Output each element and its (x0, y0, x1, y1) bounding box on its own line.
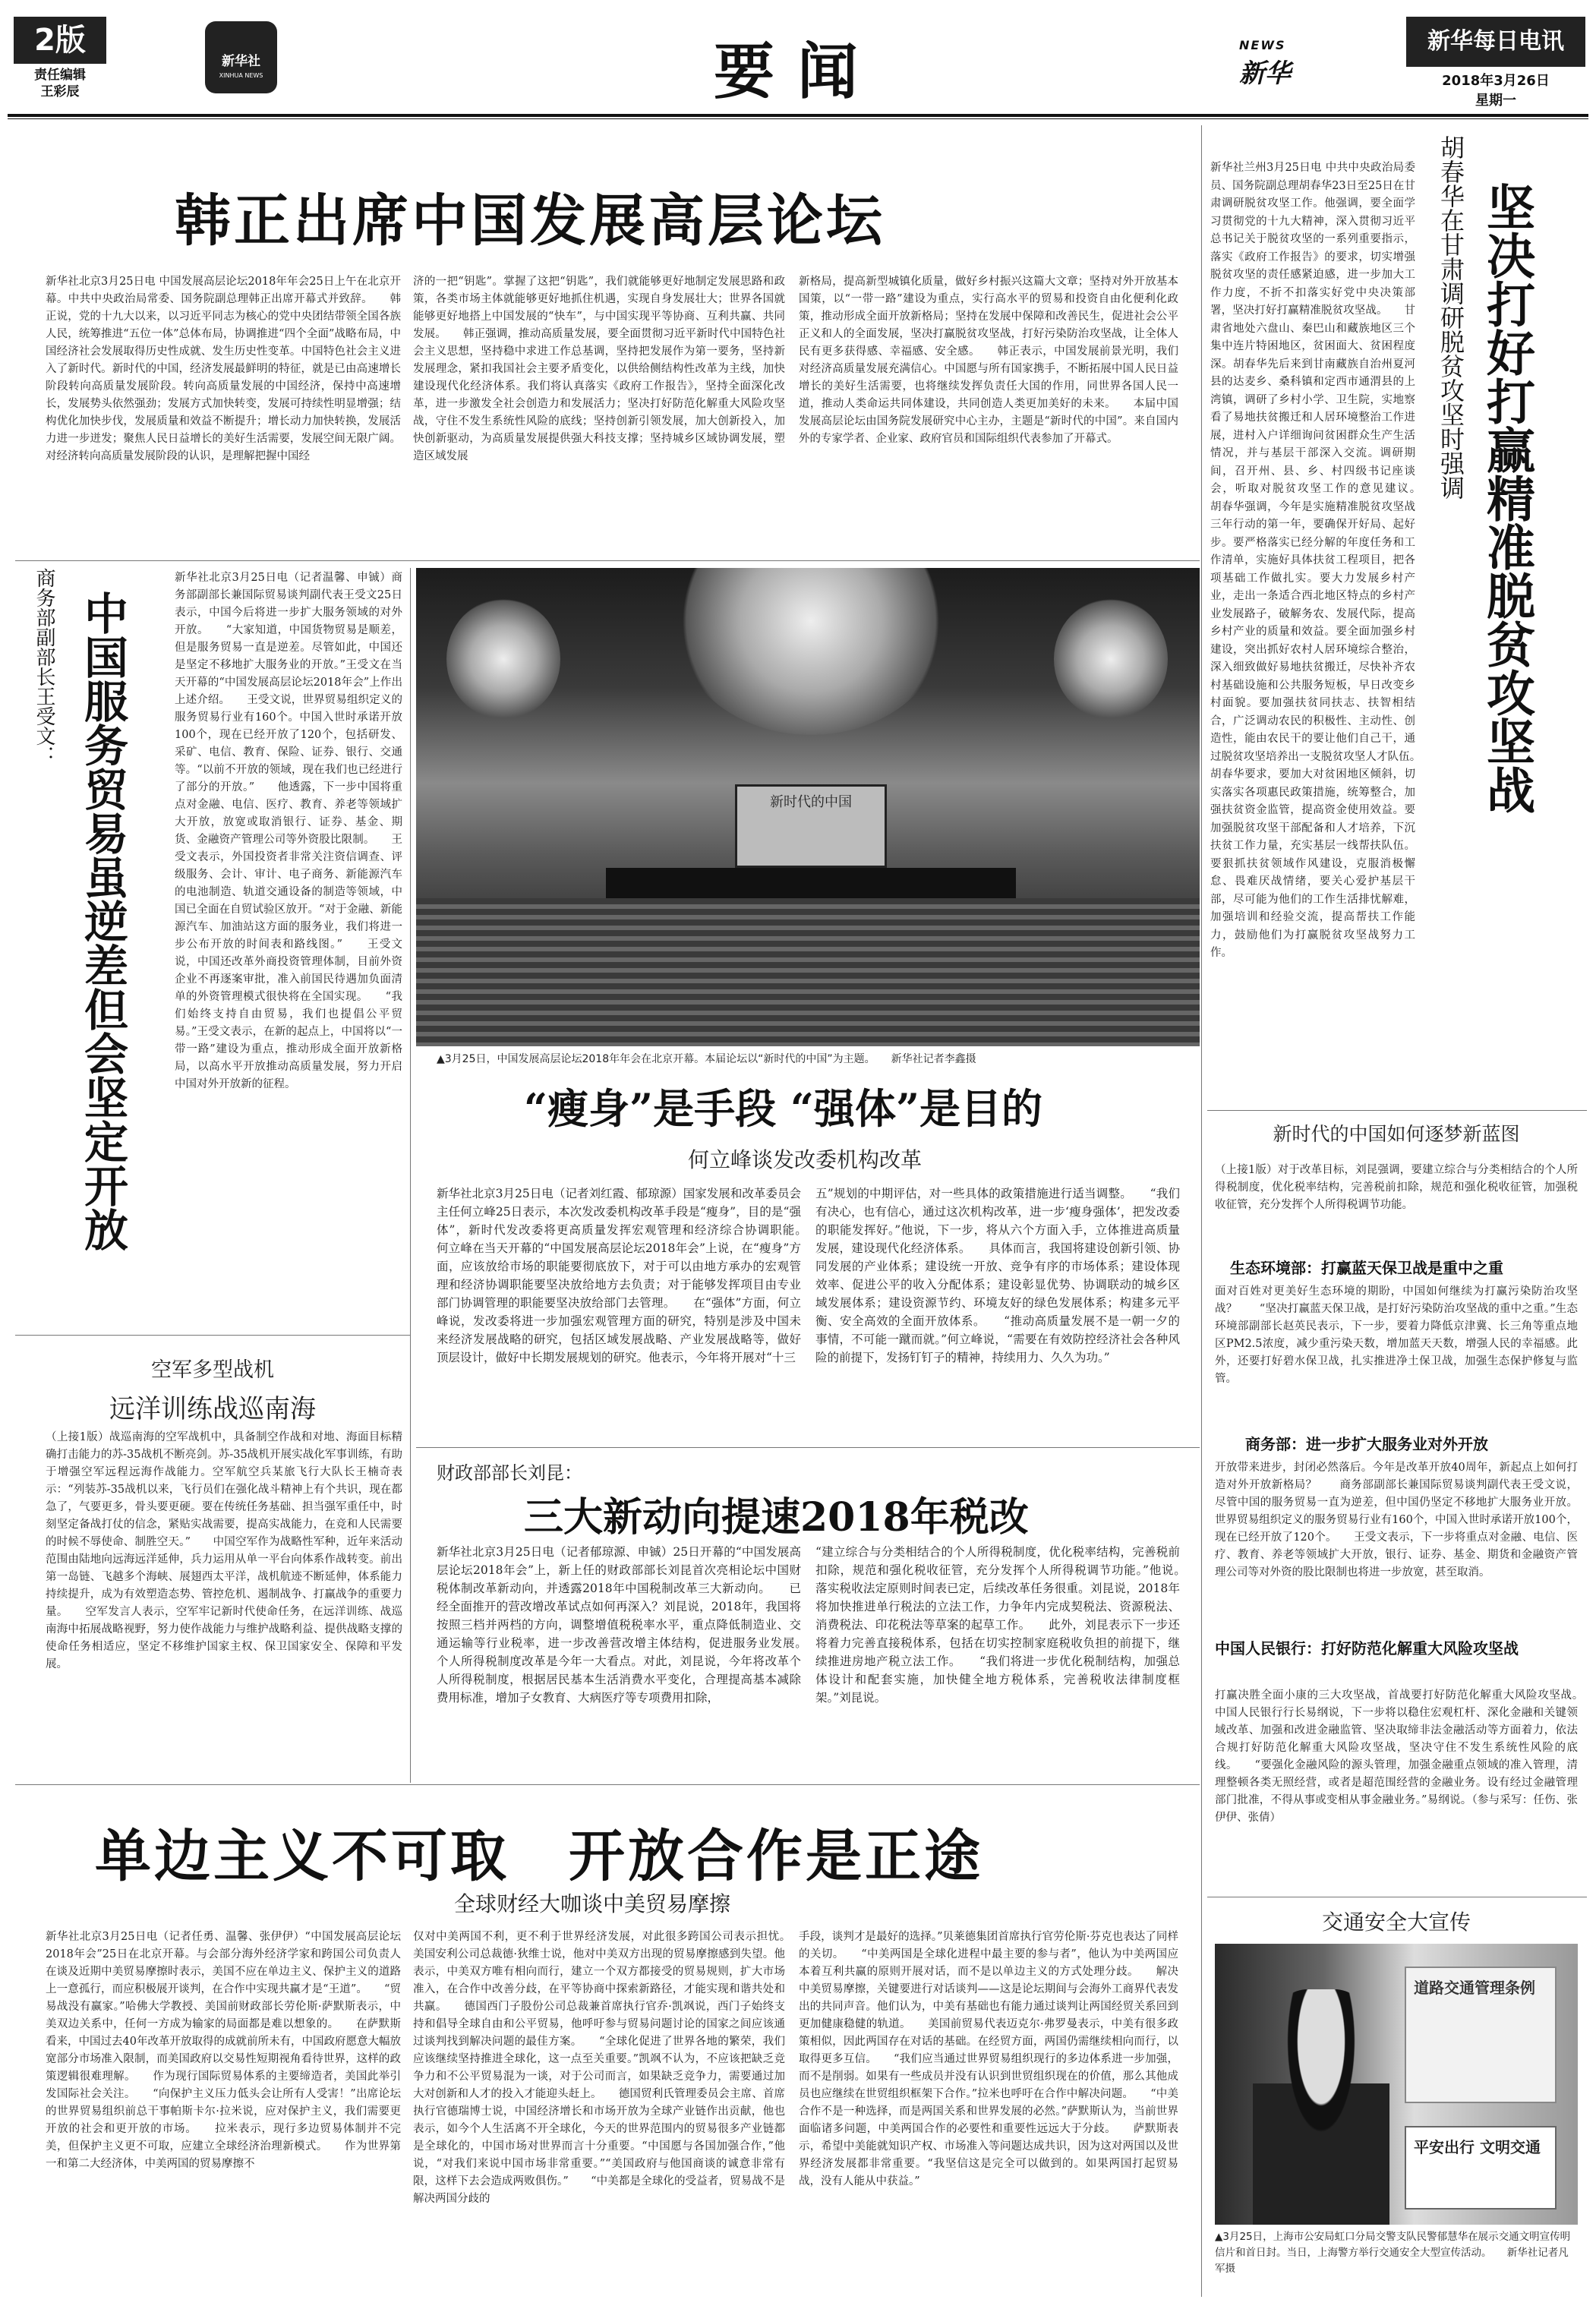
news-logo-cn: 新华 (1239, 58, 1291, 89)
blueprint-title: 新时代的中国如何逐梦新蓝图 (1273, 1123, 1520, 1145)
person (1253, 1989, 1389, 2225)
traffic-photo (1215, 1944, 1578, 2225)
weekday-text: 星期一 (1475, 93, 1516, 109)
photo-caption: ▲3月25日，中国发展高层论坛2018年年会在北京开幕。本届论坛以“新时代的中国”为主题。 新华社记者李鑫摄 (437, 1053, 976, 1065)
unilat-sub: 全球财经大咖谈中美贸易摩擦 (453, 1891, 730, 1916)
blueprint-s2: 商务部：进一步扩大服务业对外开放 (1245, 1435, 1488, 1453)
section-title: 要闻 (714, 36, 881, 107)
wang-headline: 中国服务贸易虽逆差但会坚定开放 (77, 591, 128, 1251)
blueprint-s2body: 开放带来进步，封闭必然落后。今年是改革开放40周年，新起点上如何打造对外开放新格局？ 商务部副部长兼国际贸易谈判副代表王受文说，尽管中国的服务贸易一直为逆差，但中国仍坚定不移地扩大服务业开放。世界贸易组织定义的服务贸易行业有160个，中国入世时承诺开放100个，现在已经开放了120个。 王受文表示，下一步将重点对金融、电信、医疗、教育、养老等领域扩大开放，银行、证券、基金、期货和金融资产管理公司等对外资的股比限制也将进一步放宽，甚至取消。 (1215, 1462, 1578, 1579)
slim-headline: “瘦身”是手段 “强体”是目的 (524, 1084, 1043, 1133)
chandelier-left (446, 598, 560, 720)
unilat-col2: 仅对中美两国不利，更不利于世界经济发展，对此很多跨国公司表示担忧。 美国安利公司总裁德·狄维士说，他对中美双方出现的贸易摩擦感到失望。他表示，中美双方唯有相向而行，建立一个双方都接受的贸易规则，扩大市场准入，在合作中改善分歧，在平等协商中探索新路径，才能实现和谐共处和共赢。 德国西门子股份公司总裁兼首席执行官乔·凯飒说，西门子始终支持和倡导全球自由和公平贸易，他呼吁参与贸易问题讨论的国家之间应该通过谈判找到解决问题的最佳方案。 “全球化促进了世界各地的繁荣，我们应该继续坚持推进全球化，这一点至关重要。”凯飒不认为，不应该把缺乏竞争力和不公平贸易混为一谈，对于公司而言，如果缺乏竞争力，需要通过加大对创新和人才的投入才能迎头赶上。 德国贸利氏管理委员会主席、首席执行官德瑞博士说，中国经济增长和市场开放为全球产业链作出贡献，他也表示，如今个人生活离不开全球化，今天的世界范围内的贸易很多产业链都是全球化的，中国市场对世界而言十分重要。“中国愿与各国加强合作，”他说，“对我们来说中国市场非常重要。”“美国政府与他国商谈的诚意非常有限，这样下去会造成两败俱伤。” “中美都是全球化的受益者，贸易战不是解决两国分歧的 (413, 1931, 785, 2205)
fleet-top-rule (15, 1335, 410, 1336)
audience (416, 898, 1200, 1046)
logo-cn: 新华社 (222, 54, 260, 69)
xinhua-logo (205, 21, 277, 93)
fleet-headline: 空军多型战机 (151, 1358, 274, 1382)
paper-date (1406, 71, 1585, 111)
stage-screen (735, 784, 887, 868)
unilat-headline: 单边主义不可取 开放合作是正途 (95, 1824, 983, 1889)
stage-screen-banner: 新时代的中国 (770, 794, 852, 810)
lead-col1: 新华社北京3月25日电 中国发展高层论坛2018年年会25日上午在北京开幕。中共中央政治局常委、国务院副总理韩正出席开幕式并致辞。 韩正说，党的十九大以来，以习近平同志为核心的党中央团结带领全国各族人民，统筹推进“五位一体”总体布局，协调推进“四个全面”战略布局，中国经济社会发展取得历史性成就、发生历史性变革。中国特色社会主义进入了新时代。新时代的中国，经济发展最鲜明的特征，就是已由高速增长阶段转向高质量发展阶段。转向高质量发展的中国经济，保持中高速增长，发展势头依然强劲；发展方式加快转变，发展可持续性明显增强；结构优化加快步伐，发展质量和效益不断提升；增长动力加快转换，发展活力进一步迸发；聚焦人民日益增长的美好生活需要，发展空间无限广阔。对经济转向高质量发展阶段的认识，是理解把握中国经 (46, 276, 401, 462)
hu-kicker: 胡春华在甘肃调研脱贫攻坚时强调 (1437, 135, 1465, 500)
traffic-board-text: 道路交通管理条例 (1414, 1979, 1535, 1997)
tax-col2: “建立综合与分类相结合的个人所得税制度，优化税率结构，完善税前扣除，规范和强化税收征管，充分发挥个人所得税调节功能。”他说。 落实税收法定原则时间表已定，后续改革任务很重。刘昆说，2018年将加快推进单行税法的立法工作，力争年内完成契税法、资源税法、消费税法、印花税法等草案的起草工作。 此外，刘昆表示下一步还将着力完善直接税体系，包括在切实控制家庭税收负担的前提下，继续推进房地产税立法工作。 “我们将进一步优化税制结构，加强总体设计和配套实施，加快健全地方税体系，完善税收法律制度框架。”刘昆说。 (815, 1545, 1180, 1705)
hu-headline: 坚决打好打赢精准脱贫攻坚战 (1478, 182, 1534, 814)
header-rule (8, 114, 1588, 117)
chandelier-right (1054, 598, 1168, 720)
hu-body: 新华社兰州3月25日电 中共中央政治局委员、国务院副总理胡春华23日至25日在甘肃调研脱贫攻坚工作。他强调，要全面学习贯彻党的十九大精神，深入贯彻习近平总书记关于脱贫攻坚的一系列重要指示，落实《政府工作报告》的要求，切实增强脱贫攻坚的责任感紧迫感，进一步加大工作力度，不折不扣落实好党中央决策部署，坚决打好打赢精准脱贫攻坚战。 甘肃省地处六盘山、秦巴山和藏族地区三个集中连片特困地区，贫困面大、贫困程度深。胡春华先后来到甘南藏族自治州夏河县的达麦乡、桑科镇和定西市通渭县的上湾镇，调研了乡村小学、卫生院，实地察看了易地扶贫搬迁和人居环境整治工作进展，进村入户详细询问贫困群众生产生活情况，并与基层干部深入交流。调研期间，召开州、县、乡、村四级书记座谈会，听取对脱贫攻坚工作的意见建议。 胡春华强调，今年是实施精准脱贫攻坚战三年行动的第一年，要确保开好局、起好步。要严格落实已经分解的年度任务和工作清单，实施好具体扶贫工程项目，把各项基础工作做扎实。要大力发展乡村产业，走出一条适合西北地区特点的乡村产业发展路子，破解务农、发展代际，提高乡村产业的质量和效益。要全面加强乡村建设，突出抓好农村人居环境综合整治，深入细致做好易地扶贫搬迁，尽快补齐农村基础设施和公共服务短板，早日改变乡村面貌。要加强扶贫同扶志、扶智相结合，广泛调动农民的积极性、主动性、创造性，能由农民干的要让他们自己干，通过脱贫攻坚培养出一支脱贫攻坚人才队伍。 胡春华要求，要加大对贫困地区倾斜，切实落实各项惠民政策措施，统筹整合，加强扶贫资金监管，提高资金使用效益。要加强脱贫攻坚干部配备和人才培养，下沉扶贫工作力量，充实基层一线帮扶队伍。要狠抓扶贫领域作风建设，克服消极懈怠、畏难厌战情绪，要关心爱护基层干部，尽可能为他们的工作生活排忧解难，加强培训和经验交流，提高帮扶工作能力，鼓励他们为打赢脱贫攻坚战努力工作。 (1210, 162, 1415, 959)
wang-right-rule (410, 568, 411, 1335)
traffic-board (1405, 1967, 1557, 2103)
blueprint-s3body: 打赢决胜全面小康的三大攻坚战，首战要打好防范化解重大风险攻坚战。 中国人民银行行长易纲说，下一步将以稳住宏观杠杆、深化金融和关键领域改革、加强和改进金融监管、坚决取缔非法金融活动等方面着力，依法合规打好防范化解重大风险攻坚战，坚决守住不发生系统性风险的底线。 “要强化金融风险的源头管理，加强金融重点领域的准入管理，清理整顿各类无照经营，或者是超范围经营的金融业务。设有经过金融管理部门批准，不得从事或变相从事金融业务。”易纲说。（参与采写：任伤、张伊伊、张倩） (1215, 1689, 1578, 1824)
postcard-text: 平安出行 文明交通 (1414, 2138, 1541, 2156)
unilat-col1: 新华社北京3月25日电（记者任勇、温馨、张伊伊）“中国发展高层论坛2018年会”25日在北京开幕。与会部分海外经济学家和跨国公司负责人在谈及近期中美贸易摩擦时表示，美国不应在单边主义、保护主义的道路上一意孤行，而应积极展开谈判，在合作中实现共赢才是“王道”。 “贸易战没有赢家。”哈佛大学教授、美国前财政部长劳伦斯·萨默斯表示，中美双边关系中，任何一方成为输家的局面都是难以想象的。 在萨默斯看来，中国过去40年改革开放取得的成就前所未有，中国政府愿意大幅放宽部分市场准入限制，而美国政府以交易性短期视角看待世界，这样的政策逻辑很难理解。 作为现行国际贸易体系的主要缔造者，美国此举引发国际社会关注。 “向保护主义压力低头会让所有人受害！”出席论坛的世界贸易组织前总干事帕斯卡尔·拉米说，应对保护主义，我们需要更开放的社会和更开放的市场。 拉米表示，现行多边贸易体制并不完美，但保护主义更不可取，应建立全球经济治理新模式。 作为世界第一和第二大经济体，中美两国的贸易摩擦不 (46, 1931, 401, 2170)
tax-col1: 新华社北京3月25日电（记者郁琼源、申铖）25日开幕的“中国发展高层论坛2018年会”上，新上任的财政部部长刘昆首次亮相论坛中国财税体制改革新动向，并透露2018年中国税制改革三大新动向。 已经全面推开的营改增改革试点如何再深入？刘昆说，2018年，我国将按照三档并两档的方向，调整增值税税率水平，重点降低制造业、交通运输等行业税率，进一步改善营改增主体结构，促进服务业发展。 个人所得税制度改革是今年一大看点。对此，刘昆说，今年将改革个人所得税制度，根据居民基本生活消费水平变化，合理提高基本减除费用标准，增加子女教育、大病医疗等专项费用扣除， (437, 1545, 801, 1705)
paper-name: 新华每日电讯 (1406, 17, 1585, 67)
slim-sub: 何立峰谈发改委机构改革 (687, 1147, 922, 1172)
blueprint-lead: （上接1版）对于改革目标，刘昆强调，要建立综合与分类相结合的个人所得税制度，优化税率结构，完善税前扣除，规范和强化税收征管，加强税收征管，充分发挥个人所得税调节功能。 (1215, 1164, 1578, 1211)
postcard (1405, 2126, 1557, 2209)
traffic-caption: ▲3月25日，上海市公安局虹口分局交警支队民警郁慧华在展示交通文明宣传明信片和首日封。当日，上海警方举行交通安全大型宣传活动。 新华社记者凡军摄 (1215, 2231, 1571, 2275)
lead-headline: 韩正出席中国发展高层论坛 (175, 188, 885, 254)
forum-photo (416, 568, 1200, 1046)
logo-en: XINHUA NEWS (219, 72, 263, 79)
news-logo-en: NEWS (1239, 38, 1286, 52)
blueprint-s1body: 面对百姓对更美好生态环境的期盼，中国如何继续为打赢污染防治攻坚战？ “坚决打赢蓝天保卫战，是打好污染防治攻坚战的重中之重。”生态环境部副部长赵英民表示，下一步，要着力降低京津冀、长三角等重点地区PM2.5浓度，减少重污染天数，增加蓝天天数，增强人民的幸福感。此外，还要打好碧水保卫战，扎实推进净土保卫战，加强生态保护修复与监管。 (1215, 1285, 1578, 1385)
stage (606, 868, 1016, 898)
slim-col1: 新华社北京3月25日电（记者刘红霞、郁琼源）国家发展和改革委员会主任何立峰25日表示，本次发改委机构改革手段是“瘦身”，目的是“强体”，新时代发改委将更高质量发挥宏观管理和经济综合协调职能。 何立峰在当天开幕的“中国发展高层论坛2018年会”上说，在“瘦身”方面，应该放给市场的职能要彻底放下，对于可以由地方承办的宏观管理和经济协调职能要坚决放给地方去负责；对于能够发挥项目由专业部门协调管理的职能要坚决放给部门去管理。 在“强体”方面，何立峰说，发改委将进一步加强宏观管理方面的研究，特别是涉及中国未来经济发展战略的研究，包括区域发展战略、产业发展战略等，做好顶层设计，做好中长期发展规划的研究。他表示，今年将开展对“十三 (437, 1187, 801, 1364)
tax-headline: 三大新动向提速2018年税改 (524, 1494, 1029, 1541)
unilat-col3: 手段，谈判才是最好的选择。”贝莱德集团首席执行官劳伦斯·芬克也表达了同样的关切。 “中美两国是全球化进程中最主要的参与者”，他认为中美两国应本着互利共赢的原则开展对话，而不是以单边主义的方式处理分歧。 解决中美贸易摩擦，关键要进行对话谈判——这是论坛期间与会海外工商界代表发出的共同声音。他们认为，中美有基础也有能力通过谈判让两国经贸关系回到更加健康稳健的轨道。 美国前贸易代表迈克尔·弗罗曼表示，中美有很多政策相似，因此两国存在对话的基础。在经贸方面，两国仍需继续相向而行，以取得更多互信。 “我们应当通过世界贸易组织现行的多边体系进一步加强，而不是削弱。如果有一些成员并没有认识到世贸组织现在的价值，那么其他成员也应继续在世贸组织框架下合作。”拉米也呼吁在合作中解决问题。 “中美合作不是一种选择，而是两国关系和世界发展的必然。”萨默斯认为，当前世界面临诸多问题，中美两国合作的必要性和重要性远远大于分歧。 萨默斯表示，希望中美能就知识产权、市场准入等问题达成共识，因为这对两国以及世界经济发展都非常重要。“我坚信这是完全可以做到的。如果两国打起贸易战，没有人能从中获益。” (799, 1931, 1178, 2187)
fleet-right-rule (410, 1335, 411, 1783)
header-rule-thin (8, 118, 1588, 119)
right-column-rule (1201, 125, 1202, 2297)
lead-bottom-rule (15, 560, 1200, 561)
tax-kicker: 财政部部长刘昆： (437, 1462, 582, 1484)
chandelier (674, 568, 948, 735)
editor-credit: 责任编辑 王彩辰 (34, 68, 86, 99)
slim-bottom-rule (416, 1447, 1200, 1448)
wang-kicker: 商务部副部长王受文： (33, 568, 55, 765)
fleet-sub: 远洋训练战巡南海 (109, 1394, 316, 1424)
wang-body: 新华社北京3月25日电（记者温馨、申铖）商务部副部长兼国际贸易谈判副代表王受文25日表示，中国今后将进一步扩大服务领域的对外开放。 “大家知道，中国货物贸易是顺差，但是服务贸易一直是逆差。尽管如此，中国还是坚定不移地扩大服务业的开放。”王受文在当天开幕的“中国发展高层论坛2018年会”上作出上述介绍。 王受文说，世界贸易组织定义的服务贸易行业有160个。中国入世时承诺开放100个，现在已经开放了120个，包括研发、采矿、电信、教育、保险、证券、银行、交通等。“以前不开放的领域，现在我们也已经进行了部分的开放。” 他透露，下一步中国将重点对金融、电信、医疗、教育、养老等领域扩大开放，放宽或取消银行、证券、基金、期货、金融资产管理公司等外资股比限制。 王受文表示，外国投资者非常关注资信调查、评级服务、会计、审计、电子商务、新能源汽车的电池制造、轨道交通设备的制造等领域，中国已全面在自贸试验区放开。“对于金融、新能源汽车、加油站这方面的服务业，我们将进一步公布开放的时间表和路线图。” 王受文说，中国还改革外商投资管理体制，目前外资企业不再逐案审批，准入前国民待遇加负面清单的外资管理模式很快将在全国实现。 “我们始终支持自由贸易，我们也提倡公平贸易。”王受文表示，在新的起点上，中国将以“一带一路”建设为重点，推动形成全面开放新格局，以高水平开放推动高质量发展，努力开启中国对外开放新的征程。 (175, 572, 402, 1090)
lead-col2: 济的一把“钥匙”。掌握了这把“钥匙”，我们就能够更好地制定发展思路和政策，各类市场主体就能够更好地抓住机遇，实现自身发展壮大；世界各国就能够更好地搭上中国发展的“快车”，与中国实现平等协商、互利共赢、共同发展。 韩正强调，推动高质量发展，要全面贯彻习近平新时代中国特色社会主义思想，坚持稳中求进工作总基调，坚持把发展作为第一要务，坚持新发展理念，紧扣我国社会主要矛盾变化，以供给侧结构性改革为主线，加快建设现代化经济体系。我们将认真落实《政府工作报告》，坚持全面深化改革，进一步激发全社会创造力和发展活力；坚决打好防范化解重大风险攻坚战，守住不发生系统性风险的底线；坚持创新引领发展，加大创新投入，加快创新驱动，为高质量发展提供强大科技支撑；坚持城乡区域协调发展，塑造区域发展 (413, 276, 785, 462)
traffic-title: 交通安全大宣传 (1321, 1910, 1471, 1935)
page-number: 2版 (14, 17, 106, 64)
slim-col2: 五”规划的中期评估，对一些具体的政策措施进行适当调整。 “我们有决心，也有信心，通过这次机构改革，进一步‘瘦身强体’，把发改委的职能发挥好。”他说，下一步，将从六个方面入手，立体推进高质量发展，建设现代化经济体系。 具体而言，我国将建设创新引领、协同发展的产业体系；建设统一开放、竞争有序的市场体系；建设体现效率、促进公平的收入分配体系；建设彰显优势、协调联动的城乡区域发展体系；建设资源节约、环境友好的绿色发展体系；构建多元平衡、安全高效的全面开放体系。 “推动高质量发展不是一朝一夕的事情，不可能一蹴而就。”何立峰说，“需要在有效防控经济社会各种风险的前提下，发扬钉钉子的精神，持续用力、久久为功。” (815, 1187, 1180, 1364)
tax-bottom-rule (15, 1784, 1200, 1785)
blueprint-s3: 中国人民银行：打好防范化解重大风险攻坚战 (1215, 1639, 1519, 1658)
date-text: 2018年3月26日 (1442, 73, 1550, 89)
news-logo (1239, 38, 1323, 99)
fleet-body: （上接1版）战巡南海的空军战机中，具备制空作战和对地、海面目标精确打击能力的苏-35战机不断亮剑。苏-35战机开展实战化军事训练，有助于增强空军远程远海作战能力。空军航空兵某旅飞行大队长王楠奇表示：“列装苏-35战机以来，飞行员们在强化战斗精神上有个共识，现在都急了，气要更多，骨头要更硬。要在传统任务基础、担当强军重任中，时刻坚定备战打仗的信念，紧贴实战需要，提高实战能力，在竞和人民需要的时候不辱使命、制胜空天。” 中国空军作为战略性军种，近年来活动范围由陆地向远海远洋延伸，兵力运用从单一平台向体系作战转变。前出第一岛链、飞越多个海峡、展翅西太平洋，战机航迹不断延伸，体系能力持续提升，成为有效塑造态势、管控危机、遏制战争、打赢战争的重要力量。 空军发言人表示，空军牢记新时代使命任务，在远洋训练、战巡南海中拓展战略视野，努力使作战能力与维护战略利益、提供战略支撑的使命任务相适应，坚定不移维护国家主权、保卫国家安全、保障和平发展。 (46, 1431, 402, 1670)
hu-bottom-rule (1207, 1110, 1587, 1111)
lead-col3: 新格局，提高新型城镇化质量，做好乡村振兴这篇大文章；坚持对外开放基本国策，以“一带一路”建设为重点，实行高水平的贸易和投资自由化便利化政策，推动形成全面开放新格局；坚持在发展中保障和改善民生，促进社会公平正义和人的全面发展，坚决打赢脱贫攻坚战，打好污染防治攻坚战，让全体人民有更多获得感、幸福感、安全感。 韩正表示，中国发展前景光明，我们对经济高质量发展充满信心。中国愿与所有国家携手，不断拓展中国人民日益增长的美好生活需要，也将继续发挥负责任大国的作用，同世界各国人民一道，推动人类命运共同体建设，共同创造人类更加美好的未来。 本届中国发展高层论坛由国务院发展研究中心主办，主题是“新时代的中国”。来自国内外的专家学者、企业家、政府官员和国际组织代表参加了开幕式。 (799, 276, 1178, 445)
blueprint-s1: 生态环境部：打赢蓝天保卫战是重中之重 (1230, 1259, 1503, 1277)
